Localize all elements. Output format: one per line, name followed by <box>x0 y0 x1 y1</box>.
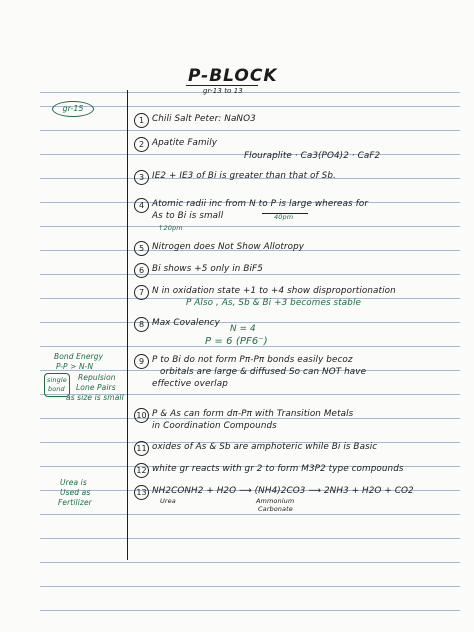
item-text: P to Bi do not form Pπ-Pπ bonds easily becoz <box>152 355 353 365</box>
margin-note: Urea is <box>60 478 87 487</box>
item-number: 11 <box>134 441 149 456</box>
margin-note: single <box>47 376 67 384</box>
group-tag: gr-15 <box>52 101 94 117</box>
item-text-line4: Carbonate <box>258 505 293 513</box>
margin-note: Bond Energy <box>54 352 104 361</box>
item-text: NH2CONH2 + H2O ⟶ (NH4)2CO3 ⟶ 2NH3 + H2O + CO2 <box>152 486 414 496</box>
ruled-line <box>40 92 460 93</box>
item-number: 8 <box>134 317 149 332</box>
ruled-line <box>40 130 460 131</box>
item-text: Nitrogen does Not Show Allotropy <box>152 242 305 252</box>
margin-note: Repulsion <box>78 373 116 382</box>
item-text: P & As can form dπ-Pπ with Transition Metals <box>152 409 354 419</box>
item-number: 7 <box>134 285 149 300</box>
margin-note: Used as <box>60 488 91 497</box>
item-text: Atomic radii inc from N to P is large whereas for <box>152 199 369 209</box>
item-number: 2 <box>134 137 149 152</box>
ruled-line <box>40 586 460 587</box>
item-text-line2: P Also , As, Sb & Bi +3 becomes stable <box>186 298 362 308</box>
margin-note: bond <box>48 385 65 393</box>
ruled-line <box>40 610 460 611</box>
page-title: P-BLOCK <box>188 66 278 86</box>
item-text: Chili Salt Peter: NaNO3 <box>152 114 256 124</box>
item-text: Max Covalency <box>152 318 220 328</box>
item-text: Apatite Family <box>152 138 218 148</box>
ruled-line <box>40 226 460 227</box>
item-number: 3 <box>134 170 149 185</box>
item-annotation: 40pm <box>274 213 294 221</box>
margin-note: Fertilizer <box>58 498 92 507</box>
item-text-line3: P = 6 (PF6⁻) <box>205 336 268 347</box>
ruled-line <box>40 538 460 539</box>
ruled-line <box>40 322 460 323</box>
page-subtitle: gr-13 to 13 <box>203 87 243 95</box>
title-underline <box>186 85 258 86</box>
item-number: 12 <box>134 463 149 478</box>
margin-note: P-P > N-N <box>56 362 94 371</box>
item-annotation: ↑20pm <box>158 224 183 232</box>
item-text-line2: Urea <box>160 497 176 505</box>
single-bond-box <box>44 373 70 397</box>
item-text-line3: Ammonium <box>256 497 295 505</box>
item-text: Bi shows +5 only in BiF5 <box>152 264 263 274</box>
item-number: 9 <box>134 354 149 369</box>
item-text-line3: effective overlap <box>152 379 228 389</box>
ruled-line <box>40 514 460 515</box>
item-text-line2: Flouraplite · Ca3(PO4)2 · CaF2 <box>244 151 381 161</box>
item-number: 6 <box>134 263 149 278</box>
item-number: 1 <box>134 113 149 128</box>
item-text: N in oxidation state +1 to +4 show disproportionation <box>152 286 396 296</box>
item-text-line2: As to Bi is small <box>152 211 224 221</box>
item-number: 10 <box>134 408 149 423</box>
item-text: IE2 + IE3 of Bi is greater than that of Sb. <box>152 171 336 181</box>
item-text-line2: in Coordination Compounds <box>152 421 277 431</box>
item-text: white gr reacts with gr 2 to form M3P2 type compounds <box>152 464 404 474</box>
ruled-line <box>40 274 460 275</box>
item-number: 13 <box>134 485 149 500</box>
margin-note: Lone Pairs <box>76 383 116 392</box>
margin-line <box>127 90 128 560</box>
item-text-line2: orbitals are large & diffused So can NOT have <box>160 367 367 377</box>
item-text-line2: N = 4 <box>230 324 256 334</box>
item-number: 4 <box>134 198 149 213</box>
item-number: 5 <box>134 241 149 256</box>
item-text: oxides of As & Sb are amphoteric while Bi is Basic <box>152 442 378 452</box>
ruled-line <box>40 106 460 107</box>
ruled-line <box>40 562 460 563</box>
margin-note: as size is small <box>66 393 124 402</box>
